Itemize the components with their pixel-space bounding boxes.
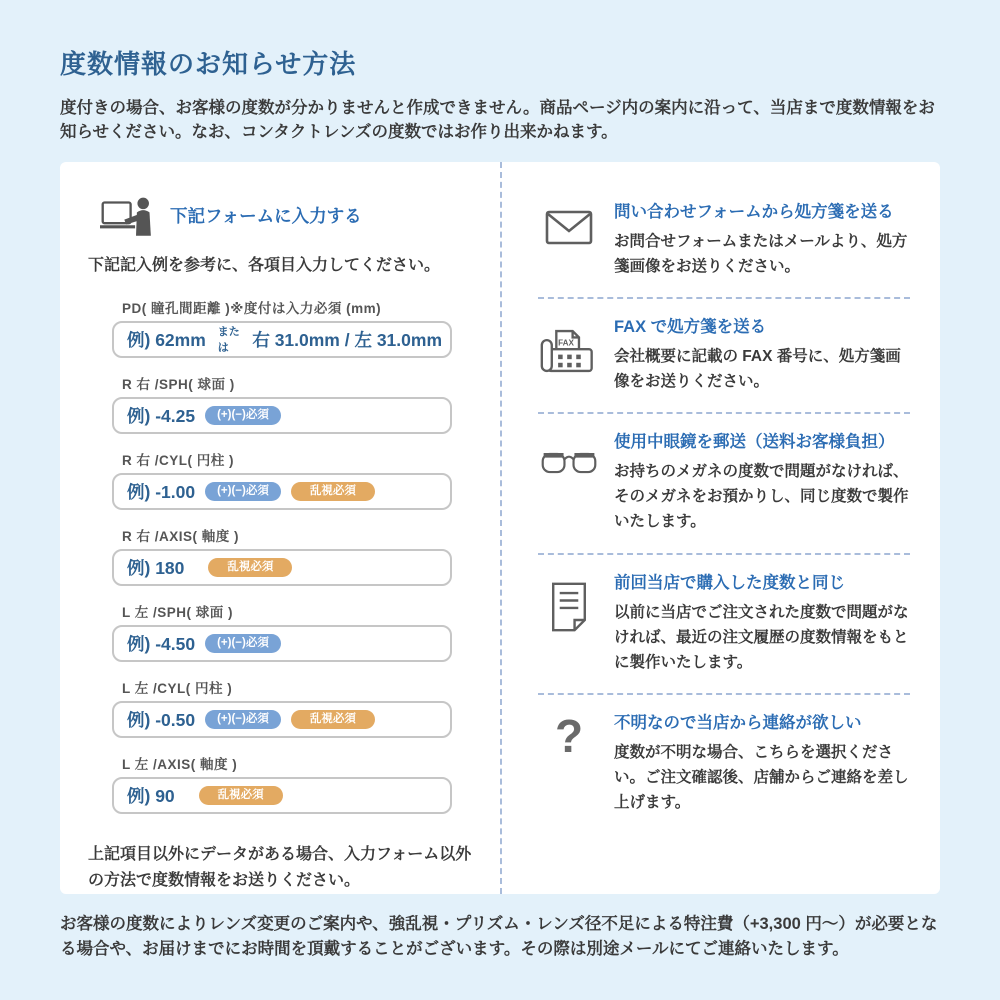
method-title: 前回当店で購入した度数と同じ xyxy=(614,573,845,592)
computer-person-icon xyxy=(100,196,154,236)
method-item-fax xyxy=(538,301,910,398)
method-item-mail-glasses xyxy=(538,416,910,538)
example-text: 右 31.0mm / 左 31.0mm xyxy=(252,329,442,350)
dashed-divider xyxy=(538,553,910,555)
form-section xyxy=(60,162,500,894)
field-label: PD( 瞳孔間距離 )※度付は入力必須 (mm) xyxy=(122,300,382,316)
form-heading: 下記フォームに入力する xyxy=(170,206,362,227)
dashed-divider xyxy=(538,297,910,299)
form-header xyxy=(88,196,474,236)
fax-icon xyxy=(540,325,598,377)
field-label: R 右 /AXIS( 軸度 ) xyxy=(122,528,240,544)
example-text: 例) 62mm xyxy=(127,329,206,350)
astigmatism-badge: 乱視必須 xyxy=(291,482,375,502)
plus-minus-badge: (+)(−)必須 xyxy=(205,482,281,502)
dashed-divider xyxy=(538,693,910,695)
field-group-l-cyl xyxy=(112,677,452,738)
field-label: R 右 /SPH( 球面 ) xyxy=(122,376,235,392)
plus-minus-badge: (+)(−)必須 xyxy=(205,634,281,654)
method-body: お持ちのメガネの度数で問題がなければ、そのメガネをお預かりし、同じ度数で製作いたします。 xyxy=(614,463,909,531)
field-label: R 右 /CYL( 円柱 ) xyxy=(122,452,234,468)
example-text: 例) -0.50 xyxy=(127,709,196,730)
plus-minus-badge: (+)(−)必須 xyxy=(205,710,281,730)
dashed-divider xyxy=(538,412,910,414)
field-group-pd xyxy=(112,297,452,358)
field-label: L 左 /AXIS( 軸度 ) xyxy=(122,756,238,772)
field-group-r-sph xyxy=(112,373,452,434)
method-item-previous-order xyxy=(538,557,910,679)
field-example-box xyxy=(112,473,452,510)
field-example-box xyxy=(112,625,452,662)
method-body: 会社概要に記載の FAX 番号に、処方箋画像をお送りください。 xyxy=(614,348,901,391)
svg-text:FAX: FAX xyxy=(558,338,574,348)
field-group-l-sph xyxy=(112,601,452,662)
method-body: 度数が不明な場合、こちらを選択ください。ご注文確認後、店舗からご連絡を差し上げます。 xyxy=(614,743,909,812)
method-title: 不明なので当店から連絡が欲しい xyxy=(614,713,862,732)
method-item-contact-form xyxy=(538,186,910,283)
field-group-l-axis xyxy=(112,753,452,814)
field-group-r-axis xyxy=(112,525,452,586)
form-note: 上記項目以外にデータがある場合、入力フォーム以外の方法で度数情報をお送りください。 xyxy=(88,845,472,889)
glasses-icon xyxy=(540,450,598,476)
method-title: 問い合わせフォームから処方箋を送る xyxy=(614,202,894,221)
field-example-box xyxy=(112,321,452,358)
field-example-box xyxy=(112,397,452,434)
astigmatism-badge: 乱視必須 xyxy=(291,710,375,730)
field-example-box xyxy=(112,777,452,814)
field-label: L 左 /SPH( 球面 ) xyxy=(122,604,234,620)
example-text: 例) -1.00 xyxy=(127,481,196,502)
method-body: お問合せフォームまたはメールより、処方箋画像をお送りください。 xyxy=(614,232,908,275)
example-text: 例) 180 xyxy=(127,557,185,578)
form-fields xyxy=(88,297,452,814)
astigmatism-badge: 乱視必須 xyxy=(208,558,292,578)
method-title: FAX で処方箋を送る xyxy=(614,318,767,337)
info-panel xyxy=(60,162,940,894)
page-title: 度数情報のお知らせ方法 xyxy=(60,49,357,79)
question-icon: ? xyxy=(554,709,584,762)
intro-text: 度付きの場合、お客様の度数が分かりませんと作成できません。商品ページ内の案内に沿って、当店まで度数情報をお知らせください。なお、コンタクトレンズの度数ではお作り出来かねます。 xyxy=(60,99,935,142)
form-instruction: 下記記入例を参考に、各項目入力してください。 xyxy=(88,256,441,274)
example-text: 例) 90 xyxy=(127,785,175,806)
field-group-r-cyl xyxy=(112,449,452,510)
method-title: 使用中眼鏡を郵送（送料お客様負担） xyxy=(614,433,895,452)
footer-note: お客様の度数によりレンズ変更のご案内や、強乱視・プリズム・レンズ径不足による特注費（+3,300 円～）が必要となる場合や、お届けまでにお時間を頂戴することがございます。その際は別途メールにてご連絡いたします。 xyxy=(60,914,938,959)
method-body: 以前に当店でご注文された度数で問題がなければ、最近の注文履歴の度数情報をもとに製作いたします。 xyxy=(614,603,909,671)
plus-minus-badge: (+)(−)必須 xyxy=(205,406,281,426)
mail-icon xyxy=(545,210,593,246)
document-icon xyxy=(548,581,590,633)
astigmatism-badge: 乱視必須 xyxy=(199,786,283,806)
example-text: 例) -4.25 xyxy=(127,405,196,426)
method-item-unknown xyxy=(538,697,910,819)
methods-section xyxy=(500,162,940,894)
example-text: 例) -4.50 xyxy=(127,633,196,654)
field-label: L 左 /CYL( 円柱 ) xyxy=(122,680,233,696)
field-example-box xyxy=(112,549,452,586)
or-text: または xyxy=(217,326,240,355)
field-example-box xyxy=(112,701,452,738)
